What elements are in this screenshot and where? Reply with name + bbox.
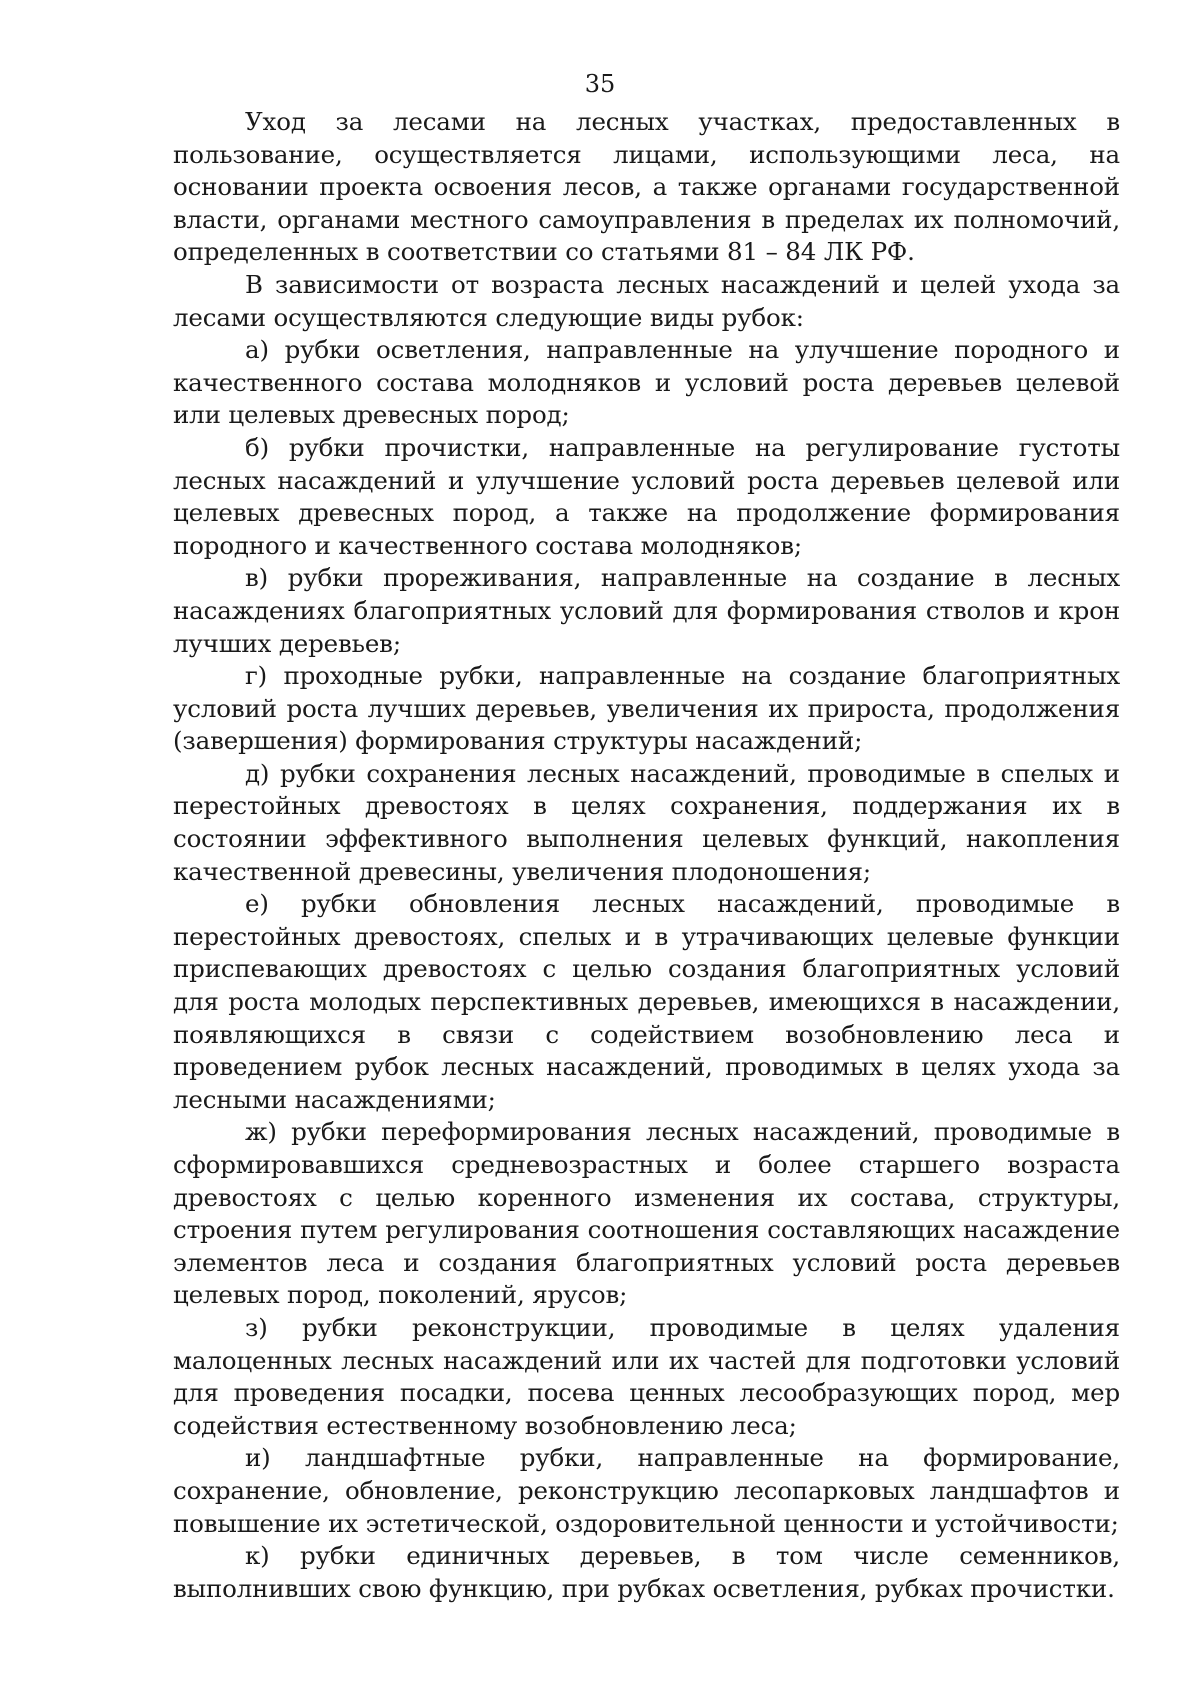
list-item-a: а) рубки осветления, направленные на улучшение породного и качественного состава молодняков и условий роста деревьев целевой или целевых древесных пород;: [173, 335, 1120, 430]
list-item-i: и) ландшафтные рубки, направленные на формирование, сохранение, обновление, реконструкцию лесопарковых ландшафтов и повышение их эстетической, оздоровительной ценности и устойчивости;: [173, 1443, 1120, 1538]
list-item-b: б) рубки прочистки, направленные на регулирование густоты лесных насаждений и улучшение условий роста деревьев целевой или целевых древесных пород, а также на продолжение формирования породного и качественного состава молодняков;: [173, 432, 1120, 560]
list-item-v: в) рубки прореживания, направленные на создание в лесных насаждениях благоприятных условий для формирования стволов и крон лучших деревьев;: [173, 563, 1120, 658]
list-item-e: е) рубки обновления лесных насаждений, проводимые в перестойных древостоях, спелых и в утрачивающих целевые функции приспевающих древостоях с целью создания благоприятных условий для роста молодых перспективных деревьев, имеющихся в насаждении, появляющихся в связи с содействием возобновлению леса и проведением рубок лесных насаждений, проводимых в целях ухода за лесными насаждениями;: [173, 889, 1120, 1114]
list-item-z: з) рубки реконструкции, проводимые в целях удаления малоценных лесных насаждений или их частей для подготовки условий для проведения посадки, посева ценных лесообразующих пород, мер содействия естественному возобновлению леса;: [173, 1312, 1120, 1440]
paragraph-intro: Уход за лесами на лесных участках, предоставленных в пользование, осуществляется лицами, использующими леса, на основании проекта освоения лесов, а также органами государственной власти, органами местного самоуправления в пределах их полномочий, определенных в соответствии со статьями 81 – 84 ЛК РФ.: [173, 107, 1120, 267]
page-number: 35: [584, 70, 616, 98]
paragraph-list-lead: В зависимости от возраста лесных насаждений и целей ухода за лесами осуществляются следующие виды рубок:: [173, 269, 1120, 332]
list-item-d: д) рубки сохранения лесных насаждений, проводимые в спелых и перестойных древостоях в целях сохранения, поддержания их в состоянии эффективного выполнения целевых функций, накопления качественной древесины, увеличения плодоношения;: [173, 758, 1120, 886]
list-item-zh: ж) рубки переформирования лесных насаждений, проводимые в сформировавшихся средневозрастных и более старшего возраста древостоях с целью коренного изменения их состава, структуры, строения путем регулирования соотношения составляющих насаждение элементов леса и создания благоприятных условий роста деревьев целевых пород, поколений, ярусов;: [173, 1117, 1120, 1310]
list-item-g: г) проходные рубки, направленные на создание благоприятных условий роста лучших деревьев, увеличения их прироста, продолжения (завершения) формирования структуры насаждений;: [173, 661, 1120, 756]
document-body: [173, 106, 1120, 1605]
list-item-k: к) рубки единичных деревьев, в том числе семенников, выполнивших свою функцию, при рубках осветления, рубках прочистки.: [173, 1541, 1120, 1603]
